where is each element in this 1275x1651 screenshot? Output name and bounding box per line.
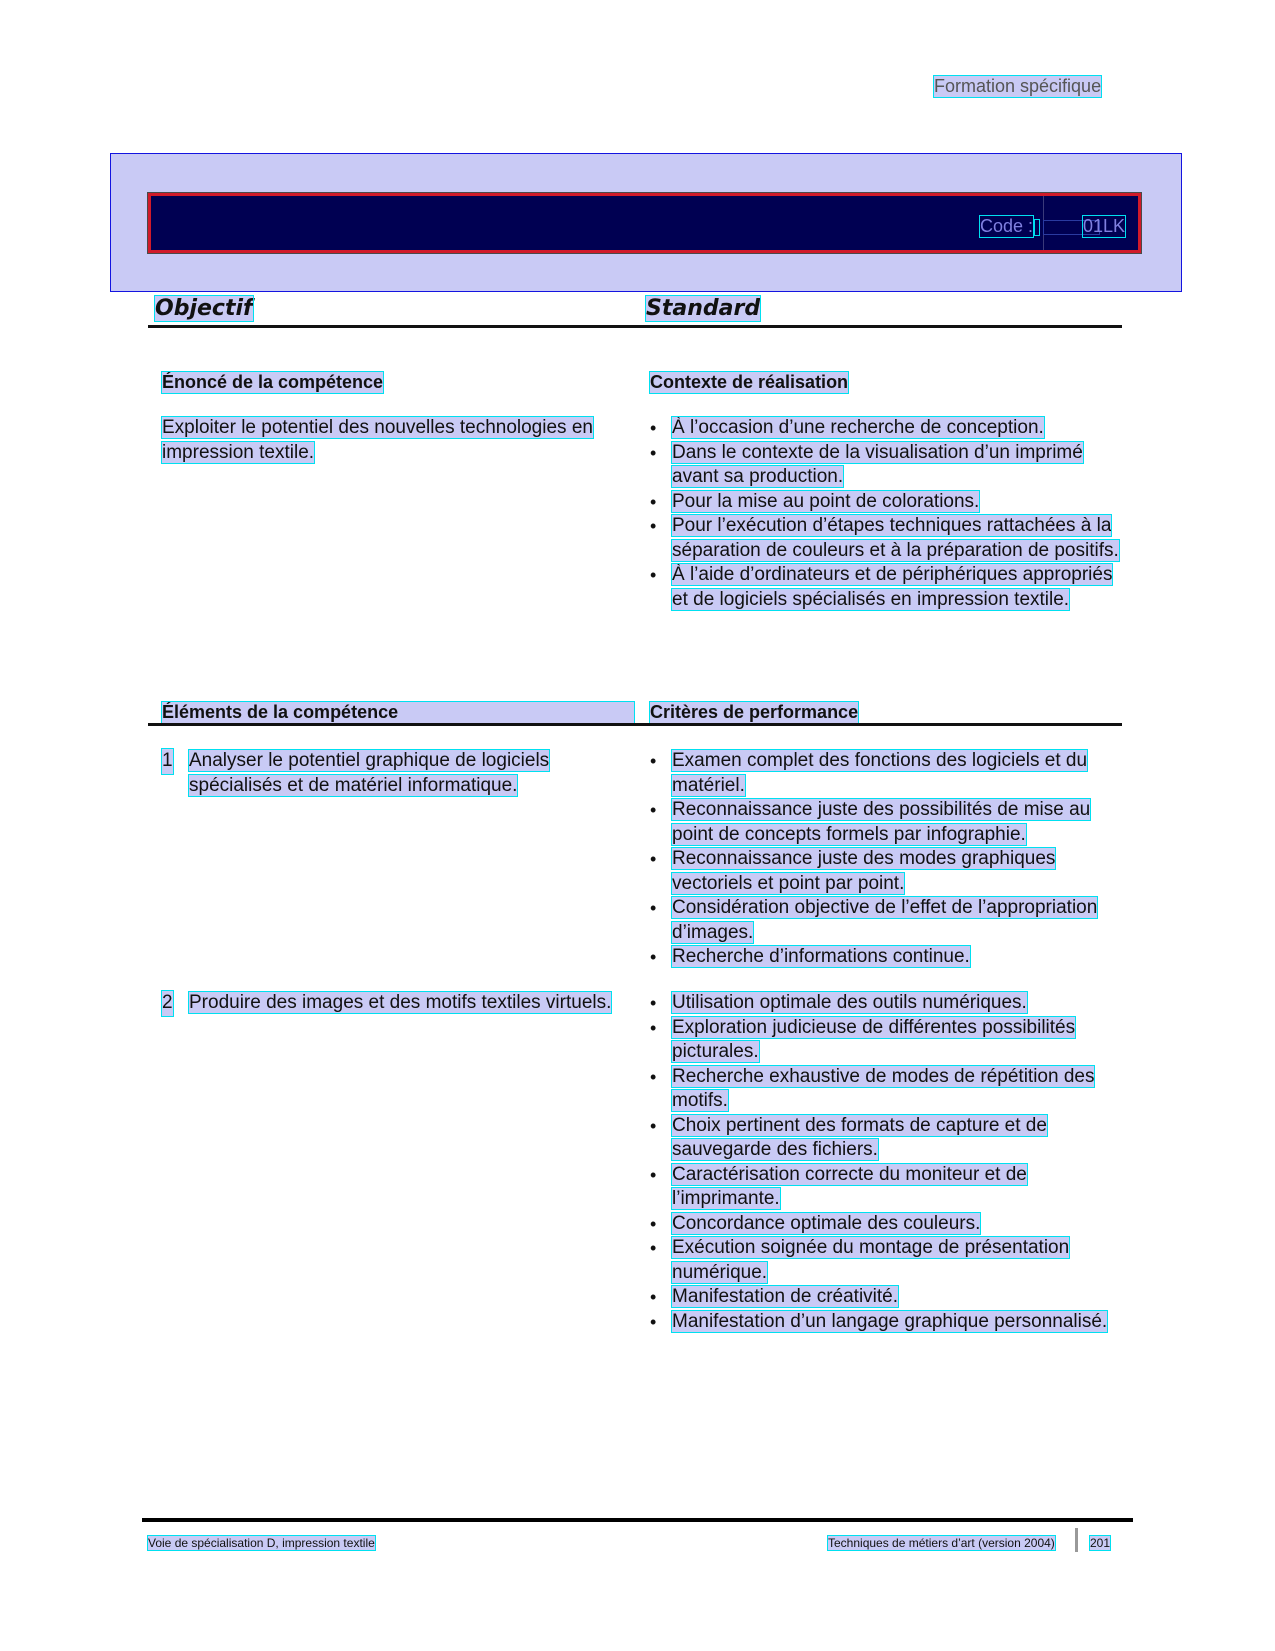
footer-right: Techniques de métiers d’art (version 2004) (828, 1536, 1055, 1550)
element-item-1: 1 Analyser le potentiel graphique de logiciels spécialisés et de matériel informatique. (162, 750, 550, 796)
critere-item: • Exploration judicieuse de différentes possibilités picturales. (650, 1016, 1120, 1065)
element-item-2: 2 Produire des images et des motifs textiles virtuels. (162, 991, 642, 1016)
critere-item: • Caractérisation correcte du moniteur et de l’imprimante. (650, 1163, 1120, 1212)
enonce-text: Exploiter le potentiel des nouvelles technologies en impression textile. (162, 417, 593, 463)
contexte-item: • Dans le contexte de la visualisation d’un imprimé avant sa production. (650, 441, 1120, 490)
critere-item: • Exécution soignée du montage de présentation numérique. (650, 1236, 1120, 1285)
critere-item: • Concordance optimale des couleurs. (650, 1212, 1120, 1237)
critere-item: • Reconnaissance juste des possibilités de mise au point de concepts formels par infographie. (650, 798, 1120, 847)
enonce-heading: Énoncé de la compétence (162, 372, 384, 392)
critere-item: • Recherche exhaustive de modes de répétition des motifs. (650, 1065, 1120, 1114)
element-text: Produire des images et des motifs textiles virtuels. (189, 992, 612, 1013)
objectif-heading: Objectif (155, 296, 253, 321)
critere-item: • Choix pertinent des formats de capture et de sauvegarde des fichiers. (650, 1114, 1120, 1163)
code-separator (1035, 220, 1039, 235)
section-rule (148, 325, 1122, 328)
critere-item: • Utilisation optimale des outils numériques. (650, 991, 1120, 1016)
standard-heading: Standard (646, 296, 761, 321)
criteres-list-2 (650, 991, 1120, 1334)
footer-left: Voie de spécialisation D, impression textile (148, 1536, 375, 1550)
contexte-item: • À l’occasion d’une recherche de conception. (650, 416, 1120, 441)
contexte-item: • Pour la mise au point de colorations. (650, 490, 1120, 515)
critere-item: • Manifestation d’un langage graphique personnalisé. (650, 1310, 1120, 1335)
formation-label: Formation spécifique (934, 76, 1102, 96)
critere-item: • Recherche d’informations continue. (650, 945, 1120, 970)
contexte-list (650, 416, 1120, 612)
contexte-item: • À l’aide d’ordinateurs et de périphériques appropriés et de logiciels spécialisés en impression textile. (650, 563, 1120, 612)
criteres-heading: Critères de performance (650, 702, 859, 722)
element-text: Analyser le potentiel graphique de logiciels spécialisés et de matériel informatique. (189, 750, 550, 796)
competency-code-bar (148, 193, 1141, 253)
criteres-list-1 (650, 749, 1120, 970)
critere-item: • Reconnaissance juste des modes graphiques vectoriels et point par point. (650, 847, 1120, 896)
critere-item: • Manifestation de créativité. (650, 1285, 1120, 1310)
footer-separator (1075, 1528, 1078, 1552)
contexte-heading: Contexte de réalisation (650, 372, 849, 392)
code-label: Code : (980, 216, 1034, 236)
critere-item: • Examen complet des fonctions des logiciels et du matériel. (650, 749, 1120, 798)
page-number: 201 (1090, 1536, 1111, 1550)
footer-rule (142, 1518, 1133, 1522)
elements-rule (148, 723, 1122, 726)
elements-heading: Éléments de la compétence (162, 702, 634, 723)
contexte-item: • Pour l’exécution d’étapes techniques rattachées à la séparation de couleurs et à la préparation de positifs. (650, 514, 1120, 563)
code-value: 01LK (1083, 216, 1126, 236)
critere-item: • Considération objective de l’effet de l’appropriation d’images. (650, 896, 1120, 945)
